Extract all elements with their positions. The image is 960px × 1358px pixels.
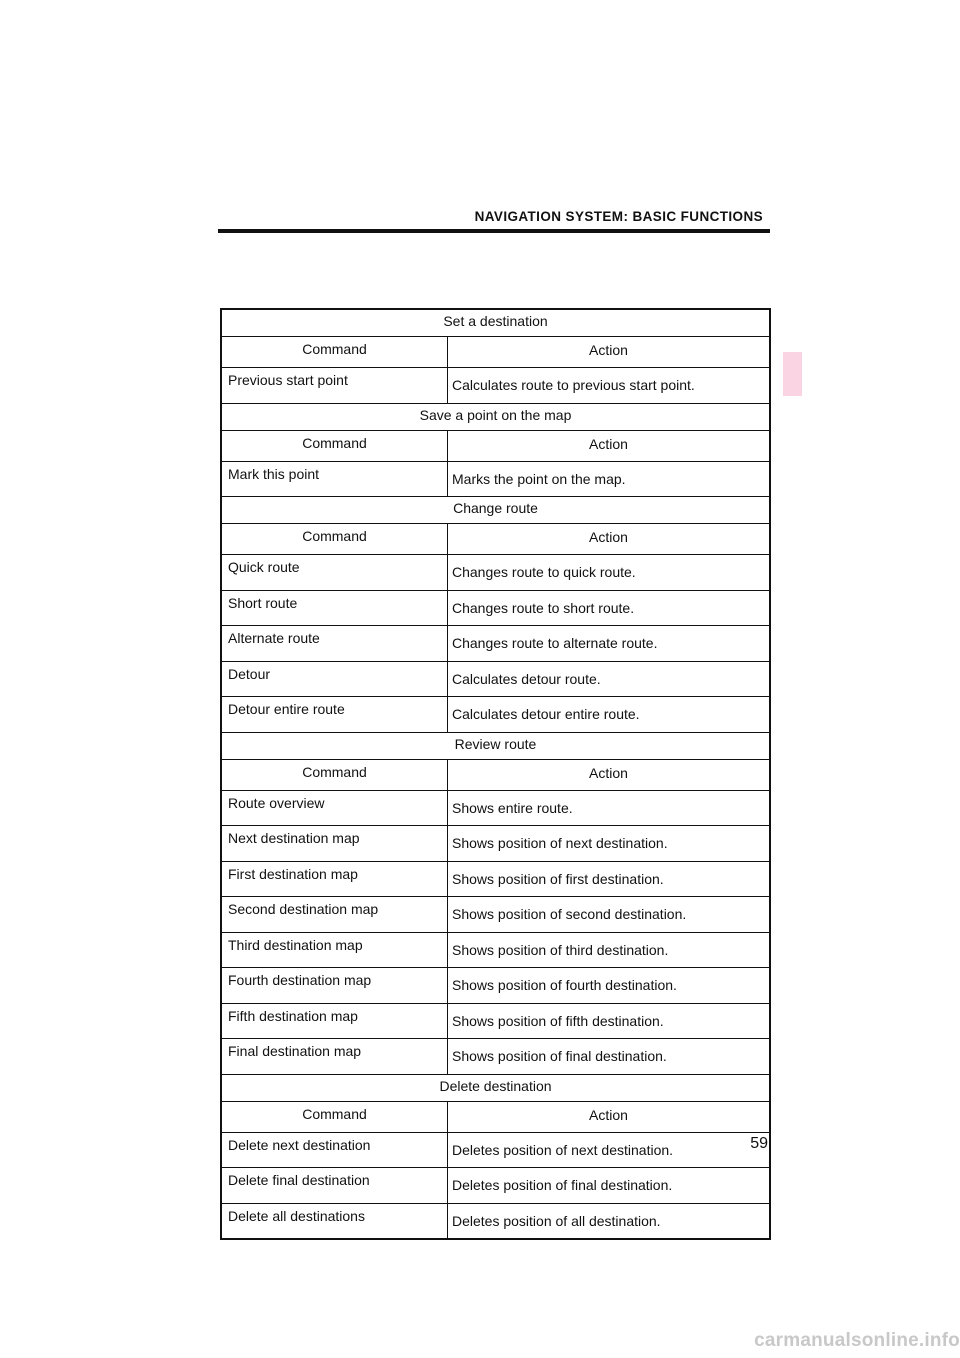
header-rule — [218, 229, 770, 233]
watermark: carmanualsonline.info — [754, 1330, 960, 1351]
section-title: Set a destination — [443, 313, 548, 329]
action-cell: Shows position of next destination. — [448, 826, 771, 862]
table-row — [221, 1168, 770, 1204]
section-title-row — [221, 732, 770, 759]
action-cell: Shows position of first destination. — [448, 861, 771, 897]
table-row — [221, 555, 770, 591]
command-cell: Final destination map — [221, 1039, 448, 1075]
action-cell: Deletes position of next destination. — [448, 1132, 771, 1168]
column-header-action: Action — [448, 1101, 771, 1132]
column-header-row — [221, 524, 770, 555]
action-cell: Shows position of second destination. — [448, 897, 771, 933]
action-cell: Shows position of fifth destination. — [448, 1003, 771, 1039]
command-cell: Alternate route — [221, 626, 448, 662]
table-row — [221, 368, 770, 404]
table-row — [221, 861, 770, 897]
table-row — [221, 626, 770, 662]
column-header-action: Action — [448, 524, 771, 555]
column-header-command: Command — [221, 1101, 448, 1132]
table-row — [221, 1203, 770, 1239]
section-header: NAVIGATION SYSTEM: BASIC FUNCTIONS — [474, 209, 763, 224]
command-cell: Mark this point — [221, 461, 448, 497]
table-row — [221, 968, 770, 1004]
action-cell: Changes route to quick route. — [448, 555, 771, 591]
table-row — [221, 826, 770, 862]
action-cell: Changes route to alternate route. — [448, 626, 771, 662]
action-cell: Calculates route to previous start point. — [448, 368, 771, 404]
action-cell: Shows position of final destination. — [448, 1039, 771, 1075]
action-cell: Changes route to short route. — [448, 590, 771, 626]
table-row — [221, 897, 770, 933]
command-cell: Previous start point — [221, 368, 448, 404]
column-header-row — [221, 1101, 770, 1132]
column-header-command: Command — [221, 524, 448, 555]
command-cell: Second destination map — [221, 897, 448, 933]
action-cell: Shows position of fourth destination. — [448, 968, 771, 1004]
column-header-command: Command — [221, 430, 448, 461]
chapter-tab — [783, 352, 802, 396]
command-cell: Third destination map — [221, 932, 448, 968]
command-cell: Fourth destination map — [221, 968, 448, 1004]
section-title: Delete destination — [221, 1074, 770, 1101]
section-title: Review route — [221, 732, 770, 759]
action-cell: Shows entire route. — [448, 790, 771, 826]
command-cell: Next destination map — [221, 826, 448, 862]
voice-command-table — [220, 308, 771, 1240]
table-row — [221, 1132, 770, 1168]
section-title-row — [221, 309, 770, 337]
section-title-row — [221, 403, 770, 430]
section-title-row — [221, 497, 770, 524]
command-cell: Fifth destination map — [221, 1003, 448, 1039]
column-header-command: Command — [221, 759, 448, 790]
table-row — [221, 790, 770, 826]
column-header-row — [221, 337, 770, 368]
command-cell: First destination map — [221, 861, 448, 897]
command-cell: Delete final destination — [221, 1168, 448, 1204]
command-cell: Route overview — [221, 790, 448, 826]
column-header-row — [221, 430, 770, 461]
column-header-row — [221, 759, 770, 790]
section-title: Save a point on the map — [221, 403, 770, 430]
column-header-action: Action — [448, 337, 771, 368]
table-row — [221, 932, 770, 968]
action-cell: Calculates detour route. — [448, 661, 771, 697]
action-cell: Deletes position of final destination. — [448, 1168, 771, 1204]
column-header-action: Action — [448, 759, 771, 790]
command-cell: Detour — [221, 661, 448, 697]
table-row — [221, 1039, 770, 1075]
table-row — [221, 661, 770, 697]
column-header-action: Action — [448, 430, 771, 461]
action-cell: Marks the point on the map. — [448, 461, 771, 497]
table-row — [221, 461, 770, 497]
table-row — [221, 697, 770, 733]
page-number: 59 — [750, 1135, 768, 1152]
action-cell: Deletes position of all destination. — [448, 1203, 771, 1239]
column-header-command: Command — [221, 337, 448, 368]
command-cell: Short route — [221, 590, 448, 626]
command-cell: Delete next destination — [221, 1132, 448, 1168]
table-row — [221, 1003, 770, 1039]
section-title-row — [221, 1074, 770, 1101]
action-cell: Calculates detour entire route. — [448, 697, 771, 733]
table-row — [221, 590, 770, 626]
action-cell: Shows position of third destination. — [448, 932, 771, 968]
command-cell: Delete all destinations — [221, 1203, 448, 1239]
command-cell: Detour entire route — [221, 697, 448, 733]
section-title: Change route — [221, 497, 770, 524]
command-cell: Quick route — [221, 555, 448, 591]
